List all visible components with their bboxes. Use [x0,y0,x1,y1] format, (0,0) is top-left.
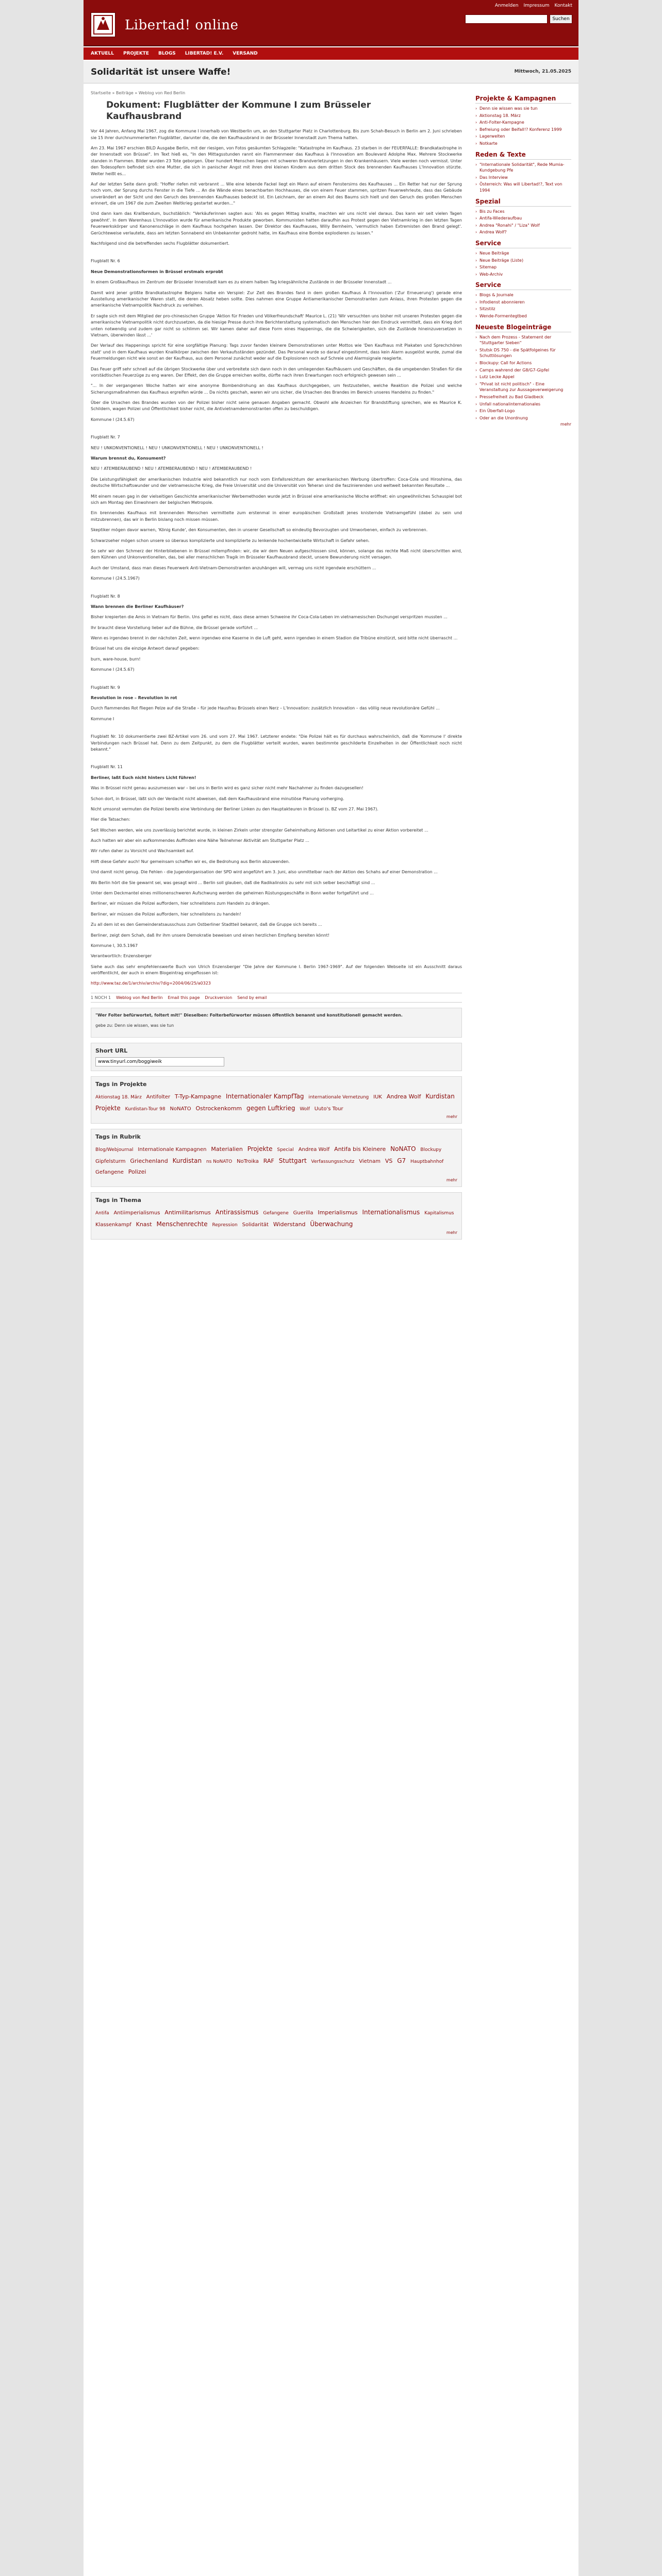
sidebar-list [475,334,571,421]
article-paragraph[interactable]: http://www.taz.de/1/archiv/archiv/?dig=2004/06/25/a0323 [91,980,211,986]
tags-rubrik-list [95,1143,457,1178]
tag-link[interactable]: Verfassungsschutz [311,1159,355,1165]
sidebar-link[interactable]: Ein Überfall-Logo [479,409,515,414]
article-paragraph: Zu all dem ist es den Gemeinderatsausschuss zum Ostberliner Stadtteil bekannt, daß die Gruppe sich bereits ... [91,922,322,927]
tag-link[interactable]: Internationale Kampagnen [138,1147,207,1153]
sidebar-link[interactable]: Neue Beiträge (Liste) [479,258,524,263]
article-paragraph: Nicht umsonst vermuten die Polizei bereits eine Verbindung der Berliner Linken zu den Hauptakteuren in Brüssel (s. BZ vom 27. Mai 1967). [91,806,378,811]
article-paragraph: Berliner, zeigt dem Schah, daß Ihr ihm unsere Demokratie beweisen und einen herzlichen Empfang bereiten könnt! [91,933,330,938]
article-paragraph: NEU ! ATEMBERAUBEND ! NEU ! ATEMBERAUBEND ! NEU ! ATEMBERAUBEND ! [91,466,252,471]
sidebar-item [475,264,571,270]
tag-link[interactable]: Vietnam [359,1159,380,1165]
article-paragraph: Nachfolgend sind die betreffenden sechs Flugblätter dokumentiert. [91,241,230,246]
article-paragraph: Flugblatt Nr. 11 [91,765,123,770]
sidebar-heading: Projekte & Kampagnen [475,95,571,104]
tag-link[interactable]: T-Typ-Kampagne [175,1093,222,1100]
slogan-bar [84,61,578,83]
article-paragraph: So sehr wir den Schmerz der Hinterbliebenen in Brüssel mitempfinden: wir, die wir dem Neuen aufgeschlossen sind, können, solange das rechte Maß nicht überschritten wird, dem Kühnen und Unkonventionellen, das, bei aller menschlichen Tragik im Brüsseler Kaufhausbrand steckt, unsere Bewunderung nicht versagen. [91,548,462,560]
sidebar-link[interactable]: Neue Beiträge [479,250,509,256]
sidebar-link[interactable]: Antifa-Wiederaufbau [479,216,522,221]
sidebar-link[interactable]: "Internationale Solidarität", Rede Mumia-Kundgebung Pfe [479,162,565,173]
tag-link[interactable]: Gefangene [95,1169,124,1175]
article-paragraph: Bisher krepierten die Amis in Vietnam für Berlin. Uns gefiel es nicht, dass diese armen Schweine ihr Coca-Cola-Leben im vietnamesischen Dschungel verspritzen mussten ... [91,615,448,620]
sidebar-link[interactable]: Oder an die Unordnung [479,415,528,420]
logo-icon [93,14,113,35]
sidebar-item [475,106,571,112]
donation-box [91,1008,462,1038]
sidebar-link[interactable]: Andrea Wolf? [479,230,507,235]
tag-link[interactable]: Imperialismus [318,1209,358,1216]
article-paragraph: Berliner, laßt Euch nicht hinters Licht führen! [91,775,196,780]
sidebar-link[interactable]: Anti-Folter-Kampagne [479,120,524,125]
sidebar-list [475,106,571,147]
impressum-link[interactable]: Impressum [523,3,550,8]
tag-link[interactable]: NoTroika [237,1159,259,1165]
tag-link[interactable]: Antiimperialismus [113,1210,160,1216]
search-input[interactable] [465,14,548,24]
tag-link[interactable]: Guerilla [293,1210,313,1216]
nav-verein[interactable]: LIBERTAD! E.V. [185,51,224,56]
sidebar-item [475,334,571,346]
login-link[interactable]: Anmelden [494,3,519,8]
main-nav [84,47,578,60]
article-paragraph: Wir rufen daher zu Vorsicht und Wachsamkeit auf. [91,849,194,854]
sidebar-list [475,209,571,235]
nav-projekte[interactable]: PROJEKTE [123,51,149,56]
article-paragraph: Berliner, wir müssen die Polizei auffordern, hier schnellstens zu handeln! [91,911,241,917]
article-paragraph: Und damit nicht genug. Die Fehlen - die Jugendorganisation der SPD wird angeführt am 3. Juni, also unmittelbar nach der Aktion des Schahs auf einer Demonstration ... [91,870,438,875]
sidebar-link[interactable]: Nach dem Prozess - Statement der "Stuttgarter Sieben" [479,334,552,346]
site-header [84,0,578,46]
print-link[interactable]: Druckversion [205,995,233,1000]
article-paragraph: Seit Wochen werden, wie uns zuverlässig berichtet wurde, in kleinen Zirkeln unter strengster Geheimhaltung Aktionen und Leitartikel zu einer Aktion vorbereitet ... [91,827,428,833]
article-paragraph: In einem Großkaufhaus im Zentrum der Brüsseler Innenstadt kam es zu einem halben Tag kriegsähnliche Zustände in der Brüsseler Innenstadt ... [91,280,392,285]
short-url-input[interactable] [95,1057,224,1066]
tag-link[interactable]: RAF [263,1158,274,1165]
tag-link[interactable]: Gefangene [263,1210,289,1216]
article-paragraph: Kommune I [91,716,114,721]
tag-link[interactable]: VS [385,1158,393,1165]
article-paragraph: Flugblatt Nr. 7 [91,435,120,440]
sidebar-link[interactable]: Befreiung oder Beifall!? Konferenz 1999 [479,127,562,132]
tag-link[interactable]: Knast [136,1221,152,1228]
sidebar-heading: Spezial [475,198,571,207]
donation-subtext: gebe zu: Denn sie wissen, was sie tun [95,1023,174,1028]
comment-count: 1 NOCH 1 [91,995,111,1000]
sidebar-link[interactable]: "Privat ist nicht politisch" - Eine Veranstaltung zur Aussageverweigerung [479,381,564,393]
top-links [495,3,572,8]
sidebar-link[interactable]: Pressefreiheit zu Bad Gladbeck [479,395,544,399]
tag-link[interactable]: Antimilitarismus [164,1209,211,1216]
sidebar-link[interactable]: Notkarte [479,141,498,146]
sidebar-item [475,401,571,408]
sidebar-heading: Reden & Texte [475,151,571,160]
sidebar-link[interactable]: Sitemap [479,265,497,270]
tag-link[interactable]: Solidarität [242,1222,269,1228]
article-paragraph: Kommune I, 30.5.1967 [91,943,138,948]
article-paragraph: Schwarzseher mögen schon unsere so überaus komplizierte und komplizierte zu lenkende hochentwickelte Wirtschaft in Gefahr sehen. [91,538,370,543]
article-paragraph: Durch flammendes Rot fliegen Pelze auf die Straße – für jede Hausfrau Brüssels einen Nerz – L'Innovation: zusätzlich Innovation – das völlig neue revolutionäre Gefühl ... [91,706,440,711]
content-frame [84,0,578,2576]
article-paragraph: Schon dort, in Brüssel, läßt sich der Verdacht nicht abweisen, daß dem Kaufhausbrand eine minutiöse Planung vorherging. [91,796,344,801]
article-paragraph: Unter dem Deckmantel eines millionenschweren Aufschwung werden die geheimen Rüstungsgeschäfte in Bonn weiter fortgeführt und ... [91,891,374,896]
article-paragraph: NEU ! UNKONVENTIONELL ! NEU ! UNKONVENTIONELL ! NEU ! UNKONVENTIONELL ! [91,445,263,450]
tags-themen-more[interactable]: mehr [446,1230,457,1235]
sidebar-item [475,367,571,374]
tags-themen-title: Tags in Thema [95,1196,141,1204]
article-tools [91,993,462,1003]
article-paragraph: Warum brennst du, Konsument? [91,456,166,461]
article-paragraph: Flugblatt Nr. 8 [91,594,120,599]
sidebar-link[interactable]: Wende-Formentegtbed [479,314,527,319]
sidebar-link[interactable]: Web-Archiv [479,272,503,277]
tag-link[interactable]: Repression [212,1222,238,1228]
sidebar-item [475,113,571,119]
tag-link[interactable]: NoNATO [170,1106,191,1112]
tag-link[interactable]: Andrea Wolf [298,1147,330,1153]
tags-projekte-list [95,1091,457,1114]
sidebar-item [475,141,571,147]
tag-link[interactable]: ns NoNATO [206,1159,233,1165]
article-paragraph: Verantwortlich: Enzensberger [91,954,152,959]
sidebar-link[interactable]: Lagerwelten [479,134,505,139]
sidebar-item [475,313,571,319]
tag-link[interactable]: Special [277,1147,294,1153]
sidebar-item [475,127,571,133]
sidebar-item [475,292,571,298]
nav-blogs[interactable]: BLOGS [158,51,176,56]
tag-link[interactable]: Aktionstag 18. März [95,1095,142,1100]
tag-link[interactable]: Wolf [300,1107,310,1112]
article-paragraph: Ein brennendes Kaufhaus mit brennenden Menschen vermittelte zum erstenmal in einer europäischen Großstadt jenes knisternde Vietnamgefühl (dabei zu sein und mitzubrennen), das wir in Berlin bislang noch missen müssen. [91,511,462,522]
article-paragraph: Hilft diese Gefahr auch! Nur gemeinsam schaffen wir es, die Bedrohung aus Berlin abzuwenden. [91,859,290,864]
tag-link[interactable]: Widerstand [273,1221,306,1228]
tag-link[interactable]: Antifolter [146,1094,171,1100]
article-paragraph: Kommune I (24.5.67) [91,667,135,672]
article-paragraph: Flugblatt Nr. 9 [91,685,120,690]
article-paragraph: Er sagte sich mit dem Mitglied der pro-chinesischen Gruppe 'Aktion für Frieden und Völkerfreundschaft' Maurice L. (21) 'Wir versuchten uns bisher mit unseren Protesten gegen die amerikanische Vietnampolitik nicht durchzusetzen, da die hiesige Presse durch ihre Berichterstattung systematisch den Menschen hier den Eindruck vermittelt, dass ein Krieg dort unten notwendig und zudem gar nicht so schlimm sei. Wir kamen daher auf diese Form eines Happenings, die die Schwierigkeiten, sich die Zustände hineinzuversetzen in Vietnam, überwinden lässt ...' [91,313,462,337]
sidebar-item [475,229,571,235]
tag-link[interactable]: Griechenland [130,1158,168,1165]
send-email-link[interactable]: Send by email [237,995,267,1000]
article-paragraph: Auf der letzten Seite dann groß: "Hoffer riefen mit verbrannt ... Wie eine lebende Fackel liegt ein Mann auf einem Fenstersims des Kaufhauses ... Ein Retter hat nur der Sprung noch vom, der Sprung durchs Fenster in die Tiefe ... An die Wände eines benachbarten Hochhauses, die von einem Feuer stammen, spritzen Feuerwehrleute, dass das Gebäude unverändert an der Sicht und den Geruch des brennenden Kaufhauses bedeckt ist. Ein Leichnam, der an einem Ast des Baums sich hielt und den Geruch des großen Menschen erinnert, die um 1967 die zum Zweiten Weltkrieg gestartet wurden..." [91,181,462,206]
tags-themen-list [95,1207,457,1230]
sidebar-item [475,250,571,257]
short-url-title: Short URL [95,1047,128,1055]
article-paragraph: Skeptiker mögen davor warnen, 'König Kunde', den Konsumenten, den in unserer Gesellschaft so eindeutig Bevorzugten und Umworbenen, einfach zu verbrennen. [91,528,428,533]
tag-link[interactable]: Ostrockenkomm [195,1105,242,1112]
article-paragraph: Siehe auch das sehr empfehlenswerte Buch von Ulrich Enzensberger "Die Jahre der Kommune I. Berlin 1967-1969". Auf der folgenden Webseite ist ein Ausschnitt daraus veröffentlicht, der auch in einem Blogeintrag eingeflossen ist: [91,964,462,976]
sidebar-link[interactable]: Stutsk DS 750 - die Spätfolgeines für Schuttlösungen [479,347,556,359]
article-paragraph: Und dann kam das Krallbendum, buchstäblich: "Verkäuferinnen sagten aus: 'Als es gegen Mittag knallte, machten wir uns nicht viel daraus. Das kann wir seit vielen Tagen gewöhnt'. In dem Warenhaus L'Innovation wurde für amerikanische Produkte geworben. Kommunisten hatten daraufhin aus Protest gegen den Vietnamkrieg in den letzten Tagen Feuerwerkskörper und Kanonenschläge in dem Kaufhaus hochgehen lassen. Der Direktor des Kaufhauses, Willy Bernheim, 'vermutlich haben Extremisten den Brand gelegt'. Gerüchteweise verlautete, dass am letzten Sonnabend ein Unbekannter gedroht hatte, im Kaufhaus eine Bombe explodieren zu lassen." [91,211,462,235]
sidebar-item [475,258,571,264]
tags-rubrik-box [91,1129,462,1187]
tag-link[interactable]: Polizei [128,1168,146,1175]
sidebar-item [475,209,571,215]
article-paragraph: Vor 44 Jahren, Anfang Mai 1967, zog die Kommune I innerhalb von Westberlin um, an den Stuttgarter Platz in Charlottenburg. Bis zum Schah-Besuch in Berlin am 2. Juni schrieben sie 15 ihrer durchnummerierten Flugblätter, darunter die, die den Kaufhausbrand in der Brüsseler Innenstadt zum Thema hatten. [91,129,462,140]
article-paragraph: Kommune I (24.5.1967) [91,576,140,581]
article-paragraph: Revolution in rose – Revolution in rot [91,696,177,701]
section-gap [91,757,462,764]
sidebar-link[interactable]: Aktionstag 18. März [479,113,521,118]
tag-link[interactable]: Klassenkampf [95,1222,131,1228]
short-url-box [91,1043,462,1071]
sidebar-item [475,415,571,421]
sidebar-list [475,292,571,319]
breadcrumb[interactable]: Startseite » Beiträge » Weblog von Red Berlin [91,91,186,95]
article-paragraph: Kommune I (24.5.67) [91,417,135,422]
article-paragraph: Was in Brüssel nicht genau auszumessen war – bei uns in Berlin wird es ganz sicher nicht mehr Nachahmer zu finden dazugesellen! [91,786,363,791]
article-paragraph: burn, ware-house, burn! [91,656,141,662]
sidebar-list [475,250,571,277]
sidebar [475,91,571,427]
sidebar-item [475,381,571,393]
article-paragraph: Hier die Tatsachen: [91,817,130,822]
tags-projekte-box [91,1076,462,1124]
main-content [91,91,462,1245]
tag-link[interactable]: Antifa bis Kleinere [334,1146,386,1153]
tag-link[interactable]: NoNATO [390,1145,416,1153]
sidebar-heading: Service [475,281,571,290]
section-gap [91,427,462,434]
sidebar-item [475,175,571,181]
tags-projekte-more[interactable]: mehr [446,1114,457,1120]
tag-link[interactable]: Blockupy [420,1147,442,1153]
donation-text: "Wer Folter befürwortet, foltert mit!" Dieselben: Folterbefürworter müssen öffentlich benannt und konstitutionell gemacht werden. [95,1012,403,1018]
sidebar-item [475,394,571,400]
section-gap [91,586,462,594]
tag-link[interactable]: Stuttgart [278,1157,307,1165]
sidebar-link[interactable]: Denn sie wissen was sie tun [479,106,538,111]
tags-projekte-title: Tags in Projekte [95,1081,147,1088]
article-paragraph: Mit einem neuen gag in der vielseitigen Geschichte amerikanischer Werbemethoden wurde jetzt in Brüssel eine amerikanische Woche eröffnet: ein ungewöhnliches Schauspiel bot sich am Montag den Einwohnern der belgischen Metropole. [91,494,462,505]
sidebar-link[interactable]: Blockupy: Call for Actions [479,361,532,366]
sidebar-item [475,223,571,229]
sidebar-item [475,408,571,414]
tag-link[interactable]: Kurdistan-Tour 98 [125,1107,166,1112]
sidebar-link[interactable]: Unfall nationalinternationales [479,401,541,406]
nav-versand[interactable]: VERSAND [233,51,258,56]
tag-link[interactable]: Menschenrechte [156,1220,208,1228]
sidebar-link[interactable]: Das Interview [479,175,508,180]
search-button[interactable]: Suchen [550,14,572,24]
section-gap [91,251,462,258]
article-paragraph: Wo Berlin hört die Sie gewarnt sei, was gesagt wird ... Berlin soll glauben, daß die Radikalinskis zu sehr mit sich selber beschäftigt sind ... [91,880,375,885]
tag-link[interactable]: gegen Luftkrieg [246,1105,295,1112]
sidebar-item [475,306,571,312]
slogan: Solidarität ist unsere Waffe! [91,67,231,77]
article-paragraph: Brüssel hat uns die einzige Antwort darauf gegeben: [91,646,200,651]
sidebar-link[interactable]: Blogs & Journale [479,293,514,298]
tag-link[interactable]: G7 [397,1157,406,1165]
article-paragraph: Der Verlauf des Happenings spricht für eine sorgfältige Planung: Tags zuvor fanden kleinere Demonstrationen unter Mottos wie 'Den Kaufhaus mit Plakaten und Sprechchören statt' und in dem Kaufhaus wurden Knallkörper zwischen den Verkaufsständen gezündet. Das Personal wurde so darauf eingestimmt, dass kein Alarm ausgelöst wurde, zumal die Feuermeldungen nicht wie sonst an der Kaufhaus, aus dem Personal zunächst weder auf die Explosionen noch auf Schreie und Alarmsignale reagierte. [91,343,462,361]
current-date: Mittwoch, 21.05.2025 [514,69,571,74]
tag-link[interactable]: Projekte [247,1145,273,1153]
site-title[interactable]: Libertad! online [125,18,239,33]
sidebar-item [475,162,571,174]
sidebar-item [475,374,571,380]
blog-link[interactable]: Weblog von Red Berlin [116,995,163,1000]
tag-link[interactable]: IUK [373,1094,382,1100]
tags-rubrik-more[interactable]: mehr [446,1177,457,1182]
article-paragraph: Das Feuer griff sehr schnell auf die übrigen Stockwerke über und verbreitete sich dann noch in den umliegenden Kaufhäusern und Geschäften, da die umgebenden Straßen für die vorstädtischen Feuerzüge zu eng waren. Der Effekt, den die Gruppe erreichen wollte, dürfte nach ihren Erwartungen noch erfolgreich gewesen sein ... [91,366,462,378]
article-paragraph: "... In der vergangenen Woche hatten wir eine anonyme Bombendrohung an das Kaufhaus durchgegeben, um festzustellen, welche Reaktion die Polizei und welche Sicherungsmaßnahmen das Kaufhaus ergreifen würde ... Da nichts geschah, waren wir uns sicher, die Ursachen des Brandes im Bereich unseres Handelns zu finden." [91,383,462,395]
tag-link[interactable]: internationale Vernetzung [308,1095,369,1100]
article-paragraph: Damit wird jener größte Brandkatastrophe Belgiens halbe ein Verspiel: Zur Zeit des Brandes fand in dem großen Kaufhaus À l'Innovation ('Zur Erneuerung') gerade eine Ausstellung amerikanischer Waren statt, die deren Absatz heben sollte. Dies nahmen eine Gruppe Antiamerikanischer Demonstranten zum Anlass, ihren Protesten gegen die amerikanische Vietnampolitik Nachdruck zu verleihen. [91,290,462,308]
tag-link[interactable]: Hauptbahnhof [410,1159,444,1165]
sidebar-more-link[interactable]: mehr [560,422,571,427]
sidebar-item [475,133,571,140]
article-paragraph: Wenn es irgendwo brennt in der nächsten Zeit, wenn irgendwo eine Kaserne in die Luft geht, wenn irgendwo in einem Stadion die Tribüne einstürzt, seid bitte nicht überrascht ... [91,636,458,641]
article-title: Dokument: Flugblätter der Kommune I zum Brüsseler Kaufhausbrand [106,100,371,122]
sidebar-item [475,181,571,193]
tag-link[interactable]: Kurdistan [172,1157,202,1165]
sidebar-link[interactable]: Andrea "Ronahi" / "Liza" Wolf [479,223,540,228]
tag-link[interactable]: Gipfelsturm [95,1159,126,1165]
section-gap [91,726,462,734]
sidebar-item [475,347,571,359]
sidebar-item [475,272,571,278]
sidebar-link[interactable]: Lutz Lecke Appel [479,375,515,380]
section-gap [91,677,462,685]
sidebar-link[interactable]: Camps wahrend der G8/G7-Gipfel [479,367,550,372]
tag-link[interactable]: Blog/Webjournal [95,1147,134,1153]
tag-link[interactable]: Kapitalismus [424,1210,454,1216]
tag-link[interactable]: Internationaler KampfTag [225,1093,304,1100]
article-paragraph: Über die Ursachen des Brandes wurden von der Polizei bisher nicht seine genauen Angaben gemacht. Obwohl alle Anzeichen für Brandstiftung sprechen, wie es Maurice K. Schildern, wagen Polizei und Öffentlichkeit bisher nicht, die Antivietnamdemonstranten offen zu beschuldigen. [91,400,462,412]
article-paragraph: Wann brennen die Berliner Kaufhäuser? [91,604,184,609]
tag-link[interactable]: Kurdistan Projekte [95,1093,455,1112]
sidebar-item [475,120,571,126]
site-logo[interactable] [91,12,115,37]
tags-rubrik-title: Tags in Rubrik [95,1133,141,1141]
article-paragraph: Neue Demonstrationsformen in Brüssel erstmals erprobt [91,269,223,274]
sidebar-link[interactable]: Sitzstilz [479,307,495,312]
sidebar-list [475,162,571,194]
sidebar-item [475,360,571,366]
tag-link[interactable]: Internationalismus [362,1208,420,1216]
tag-link[interactable]: Uuto's Tour [314,1106,343,1112]
sidebar-link[interactable]: Infodienst abonnieren [479,299,525,304]
tag-link[interactable]: Antifa [95,1210,109,1216]
article-paragraph: Auch hatten wir aber ein aufkommendes Auffinden eine Nähe Teilnehmer Aktivität am Stuttgarter Platz ... [91,838,309,843]
tags-themen-box [91,1192,462,1240]
sidebar-link[interactable]: Österreich: Was will Libertad!?, Text von 1994 [479,182,562,193]
email-link[interactable]: Email this page [168,995,200,1000]
tag-link[interactable]: Antirassismus [215,1208,259,1216]
article-paragraph: Flugblatt Nr. 6 [91,259,120,264]
sidebar-link[interactable]: Bis zu Faces [479,209,505,214]
nav-aktuell[interactable]: AKTUELL [91,51,114,56]
sidebar-heading: Service [475,240,571,248]
tag-link[interactable]: Überwachung [310,1220,353,1228]
article-paragraph: Ihr braucht diese Vorstellung lieber auf die Bühne, die Brüssel gerade vorführt ... [91,625,258,630]
sidebar-item [475,215,571,222]
contact-link[interactable]: Kontakt [554,3,572,8]
tag-link[interactable]: Andrea Wolf [386,1093,421,1100]
search-form [465,14,572,24]
article-body [91,128,462,985]
article-paragraph: Berliner, wir müssen die Polizei auffordern, hier schnellstens zum Handeln zu drängen. [91,901,270,906]
sidebar-heading: Neueste Blogeinträge [475,324,571,332]
article-paragraph: Auch der Umstand, dass man dieses Feuerwerk Anti-Vietnam-Demonstranten anzuhängen will, vermag uns nicht irgendwie erschüttern ... [91,565,376,570]
article-paragraph: Am 23. Mai 1967 erschien BILD Ausgabe Berlin, mit der riesigen, von Fotos gesäumten Schlagzeile: "Katastrophe im Kaufhaus. 23 starben in der FEUERFALLE: Brandkatastrophe in der Innenstadt von Brüssel". Im Text hieß es, "In den Mittagsstunden rannt ein Flammenmeer das Kaufhaus à l'Innovation am Boulevard Adolphe Max. Mehrere Stockwerke standen in Flammen. Bilder wurden 23 Tote geborgen. Über hundert Menschen liegen mit schweren Brandverletzungen in den Krankenhäusern. Viele werden noch vermisst. Unter den Todesopfern befindet sich eine Mutter, die sich in panischer Angst mit ihren drei kleinen Kindern aus dem dritten Stock des brennenden Kaufhauses L'Innovation stürzte. Weiter heißt es... [91,145,462,176]
article-paragraph: Die Leistungsfähigkeit der amerikanischen Industrie wird bekanntlich nur noch vom Einfallsreichtum der amerikanischen Werbung übertroffen: Coca-Cola und Hiroshima, das deutsche Wirtschaftswunder und der vietnamesische Krieg, die Freie Universität und die Universität von Teheran sind die faszinierenden und weltweit bekannten Resultate ... [91,477,462,488]
tag-link[interactable]: Materialien [211,1146,243,1153]
sidebar-item [475,299,571,306]
article-paragraph: Flugblatt Nr. 10 dokumentierte zwei BZ-Artikel vom 26. und vom 27. Mai 1967. Letzterer endete: "Die Polizei hält es für durchaus wahrscheinlich, daß die 'Kommune I' direkte Verbindungen nach Brüssel hat. Denn zu dem Zeitpunkt, zu dem die Flugblätter verteilt wurden, waren bestimmte geschilderte Einzelheiten in der Öffentlichkeit noch nicht bekannt." [91,734,462,752]
